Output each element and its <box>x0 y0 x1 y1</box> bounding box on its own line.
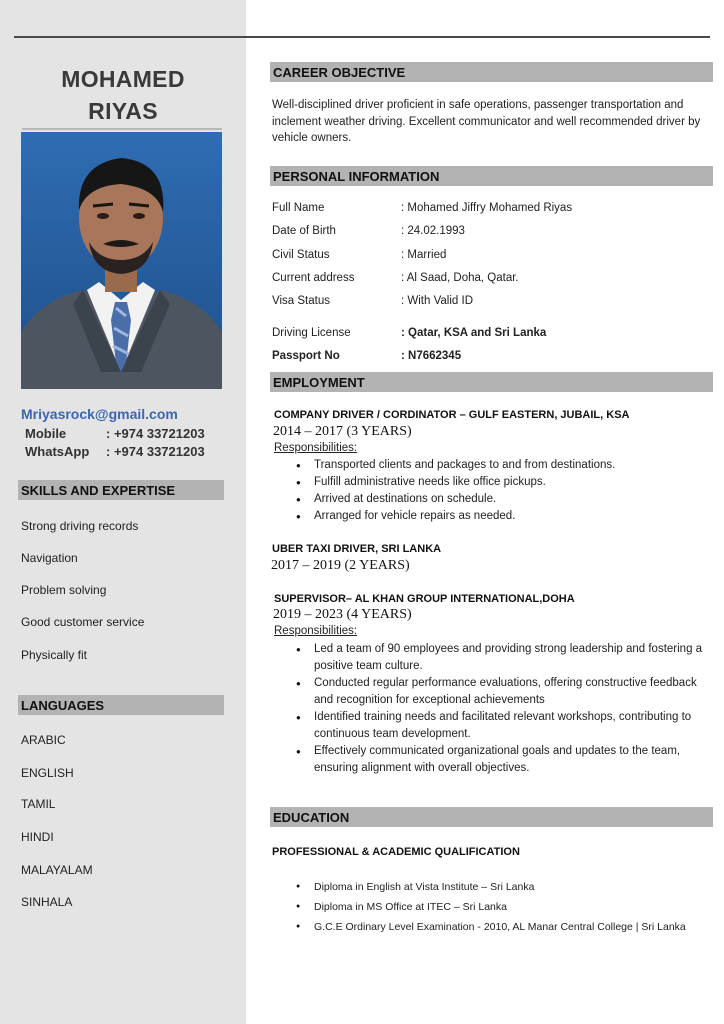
responsibilities-label: Responsibilities: <box>274 442 358 454</box>
pi-value: : Qatar, KSA and Sri Lanka <box>401 327 547 339</box>
education-list <box>296 877 716 937</box>
pi-label: Visa Status <box>272 295 330 307</box>
skill-item: Navigation <box>21 551 78 565</box>
languages-heading: LANGUAGES <box>18 695 224 715</box>
list-item: ● Effectively communicated organizational goals and updates to the team, ensuring alignment with overall objectives. <box>296 743 716 777</box>
mobile-label: Mobile <box>25 426 67 441</box>
pi-value: : Al Saad, Doha, Qatar. <box>401 272 519 284</box>
career-text: Well-disciplined driver proficient in safe operations, passenger transportation and inclement weather driving. Excellent communicator and well recommended driver by vehicle owners. <box>272 99 701 144</box>
job-responsibilities <box>296 641 716 777</box>
job-years: 2014 – 2017 (3 YEARS) <box>273 424 412 439</box>
mobile-row <box>25 426 205 441</box>
language-item: MALAYALAM <box>21 863 93 877</box>
job-years: 2019 – 2023 (4 YEARS) <box>273 607 412 622</box>
profile-photo <box>21 132 222 389</box>
name-last: RIYAS <box>88 98 158 124</box>
pi-value: : Mohamed Jiffry Mohamed Riyas <box>401 202 573 214</box>
pi-value: : With Valid ID <box>401 295 473 307</box>
whatsapp-value: : +974 33721203 <box>106 444 205 459</box>
pi-label: Passport No <box>272 350 340 362</box>
language-item: ARABIC <box>21 733 66 747</box>
name-first: MOHAMED <box>61 66 185 92</box>
list-item: ● Arranged for vehicle repairs as needed. <box>296 508 716 525</box>
list-item: ● Conducted regular performance evaluations, offering constructive feedback and recognition for exceptional achievements <box>296 675 716 709</box>
portrait-illustration <box>21 132 222 389</box>
pi-label: Date of Birth <box>272 225 336 237</box>
email-link[interactable]: Mriyasrock@gmail.com <box>21 406 178 422</box>
list-item: ● G.C.E Ordinary Level Examination - 2010, AL Manar Central College | Sri Lanka <box>296 917 716 937</box>
list-item: ● Transported clients and packages to and from destinations. <box>296 457 716 474</box>
employment-heading: EMPLOYMENT <box>270 372 713 392</box>
pi-label: Civil Status <box>272 249 330 261</box>
education-subheading: PROFESSIONAL & ACADEMIC QUALIFICATION <box>272 846 520 858</box>
pi-value: : N7662345 <box>401 350 462 362</box>
pi-value: : 24.02.1993 <box>401 225 465 237</box>
language-item: ENGLISH <box>21 766 74 780</box>
job-years: 2017 – 2019 (2 YEARS) <box>271 558 410 573</box>
list-item: ● Led a team of 90 employees and providing strong leadership and fostering a positive team culture. <box>296 641 716 675</box>
responsibilities-label: Responsibilities: <box>274 625 358 637</box>
pi-value: : Married <box>401 249 447 261</box>
language-item: TAMIL <box>21 797 56 811</box>
skills-heading: SKILLS AND EXPERTISE <box>18 480 224 500</box>
career-heading: CAREER OBJECTIVE <box>270 62 713 82</box>
list-item: ● Fulfill administrative needs like office pickups. <box>296 474 716 491</box>
list-item: ● Diploma in English at Vista Institute – Sri Lanka <box>296 877 716 897</box>
language-item: SINHALA <box>21 895 73 909</box>
mobile-value: : +974 33721203 <box>106 426 205 441</box>
education-heading: EDUCATION <box>270 807 713 827</box>
pi-label: Driving License <box>272 327 351 339</box>
skill-item: Physically fit <box>21 648 88 662</box>
whatsapp-row <box>25 444 205 459</box>
job-title: COMPANY DRIVER / CORDINATOR – GULF EASTERN, JUBAIL, KSA <box>274 409 630 421</box>
skill-item: Strong driving records <box>21 519 139 533</box>
list-item: ● Arrived at destinations on schedule. <box>296 491 716 508</box>
skill-item: Good customer service <box>21 615 145 629</box>
top-divider <box>14 36 710 38</box>
personal-heading: PERSONAL INFORMATION <box>270 166 713 186</box>
list-item: ● Identified training needs and facilitated relevant workshops, contributing to continuous team development. <box>296 709 716 743</box>
pi-label: Full Name <box>272 202 325 214</box>
job-title: UBER TAXI DRIVER, SRI LANKA <box>272 543 442 555</box>
list-item: ● Diploma in MS Office at ITEC – Sri Lanka <box>296 897 716 917</box>
pi-label: Current address <box>272 272 355 284</box>
language-item: HINDI <box>21 830 54 844</box>
job-responsibilities <box>296 457 716 525</box>
skill-item: Problem solving <box>21 583 107 597</box>
whatsapp-label: WhatsApp <box>25 444 90 459</box>
job-title: SUPERVISOR– AL KHAN GROUP INTERNATIONAL,DOHA <box>274 593 575 605</box>
name-divider <box>22 128 222 130</box>
